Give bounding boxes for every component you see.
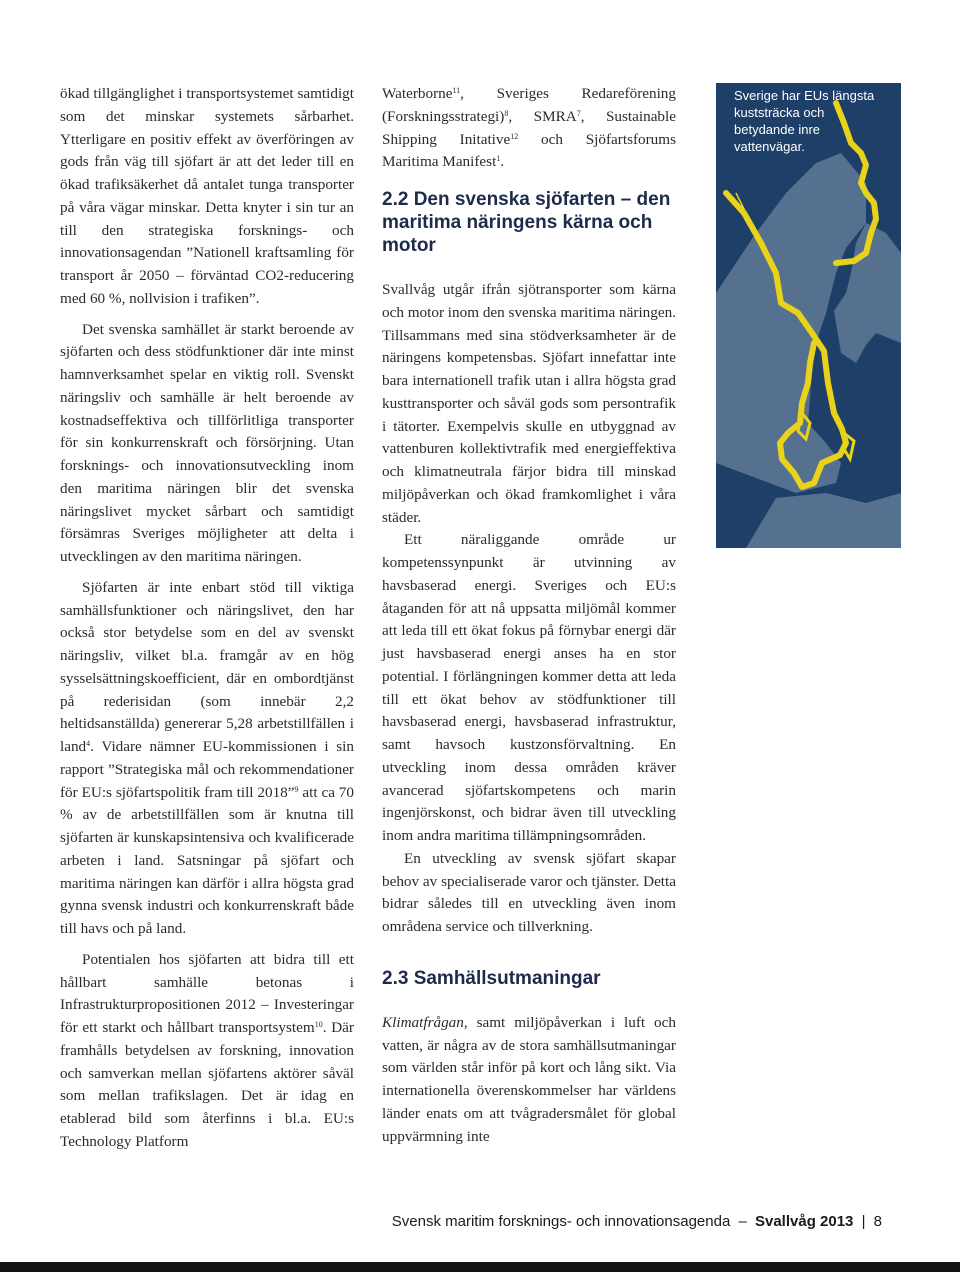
caption-pointer: [736, 193, 761, 243]
paragraph: Svallvåg utgår ifrån sjötransporter som kärna och motor inom den svenska maritima näringen. Tillsammans med sina stödverksamheter är de näringens kompetensbas. Sjöfart innefattar inte bara internationell trafik utan i allra högsta grad kusttransporter och såväl gods som persontrafik i tätorter. Exempelvis skulle en utbyggnad av vattenburen kollektivtrafik med energieffektiva och klimatneutrala färjor bidra till minskad miljöpåverkan och ökad framkomlighet i våra städer.: [382, 281, 676, 526]
paragraph: ökad tillgänglighet i transportsystemet samtidigt som det minskar systemets sårbarhet. Ytterligare en positiv effekt av överföringen av gods från väg till sjöfart är att det leder till en ökad trafiksäkerhet då antalet tunga transporter på våra vägar minskar. Detta knyter i sin tur an till den strategiska forsknings- och innovationsagendan ”Nationell kraftsamling för transport år 2050 – förväntad CO2-reducering med 60 %, nollvision i trafiken”.: [60, 85, 354, 307]
footnote-ref: 8: [504, 108, 509, 118]
paragraph-text: , samt miljöpåverkan i luft och vatten, är några av de stora samhällsutmaningar som världen står inför på kort och lång sikt. Via internationella överenskommelser har världens länder enats om att tvågradersmålet för global uppvärmning inte: [382, 1013, 676, 1145]
section-heading-2-3: 2.3 Samhällsutmaningar: [382, 967, 601, 989]
paragraph-text: Waterborne: [382, 85, 453, 102]
footnote-ref: 9: [294, 784, 299, 794]
paragraph: Det svenska samhället är starkt beroende av sjöfarten och dess stödfunktioner där inte minst hamnverksamhet spelar en viktig roll. Svenskt näringsliv och samhälle är helt beroende av kostnadseffektiva och tillförlitliga transporter för sin konkurrenskraft och försörjning. Utan forsknings- och innovationsutveckling inom den maritima näringen blir det svenska näringslivet mycket sårbart och samtidigt försämras Sveriges möjligheter att delta i utvecklingen av den maritima näringen.: [60, 320, 354, 565]
paragraph-text: att ca 70 % av de arbetstillfällen som är knutna till sjöfarten är kunskapsintensiva och kvalificerade arbeten i land. Satsningar på sjöfart och maritima näringen kan därför i allra högsta grad gynna svensk industri och konkurrenskraft både till havs och på land.: [60, 783, 354, 937]
footer-title: Svensk maritim forsknings- och innovationsagenda: [391, 1213, 731, 1230]
section-heading-2-2: 2.2 Den svenska sjöfarten – den maritima näringens kärna och motor: [382, 189, 671, 256]
paragraph: [60, 577, 354, 941]
footnote-ref: 10: [314, 1020, 323, 1029]
paragraph-text: Potentialen hos sjöfarten att bidra till ett hållbart samhälle betonas i Infrastrukturpropositionen 2012 – Investeringar för ett starkt och hållbart transportsystem: [60, 950, 354, 1036]
paragraph-text: , Sustainable Shipping Initative: [382, 107, 676, 148]
paragraph: Ett näraliggande område ur kompetenssynpunkt är utvinning av havsbaserad energi. Sveriges och EU:s åtaganden för att nå uppsatta miljömål kommer att leda till ett ökat fokus på förnybar energi där just havsbaserad energi anses ha en stor potential. I förlängningen kommer detta att leda till ett ökat behov av stödfunktioner till havsbaserad energi, havsbaserad infrastruktur, samt havsoch kustzonsförvaltning. En utveckling inom dessa områden kräver avancerad sjöfartskompetens och marin ingenjörskonst, och bidrar även till utveckling inom andra maritima tillämpningsområden.: [382, 531, 676, 844]
footnote-ref: 7: [576, 108, 581, 118]
paragraph-text: . Vidare nämner EU-kommissionen i sin rapport ”Strategiska mål och rekommendationer för EU:s sjöfartspolitik fram till 2018”: [60, 738, 354, 801]
footnote-ref: 4: [86, 739, 91, 748]
bottom-bar: [0, 1262, 960, 1272]
paragraph: En utveckling av svensk sjöfart skapar behov av specialiserade varor och tjänster. Detta bidrar således till en utveckling även inom områdena service och tillverkning.: [382, 849, 676, 935]
emphasis-text: Klimatfrågan: [382, 1013, 464, 1031]
paragraph-text: , Sveriges Redareförening (Forskningsstrategi): [382, 85, 676, 125]
sidebar-map-box: [716, 83, 901, 548]
paragraph-text: Sjöfarten är inte enbart stöd till viktiga samhällsfunktioner och näringslivet, den har också stor betydelse som en del av svenskt näringsliv, vilket bl.a. framgår av en hög sysselsättningskoefficient, där en ombordtjänst på rederisidan (som innebär 2,2 heltidsanställda) genererar 5,28 arbetstillfällen i land: [60, 578, 354, 755]
footnote-ref: 11: [452, 86, 461, 95]
map-caption: Sverige har EUs längsta kuststräcka och betydande inre vattenvägar.: [734, 88, 875, 154]
left-text-column: [60, 83, 354, 1154]
page-footer: [392, 1213, 882, 1230]
paragraph-text: och Sjöfartsforums Maritima Manifest: [382, 130, 677, 171]
footnote-ref: 12: [510, 131, 519, 141]
footnote-ref: 1: [496, 154, 501, 164]
paragraph: [382, 83, 676, 174]
paragraph-text: .: [500, 153, 505, 171]
footer-publication: Svallvåg 2013: [754, 1213, 854, 1230]
paragraph-text: , SMRA: [508, 107, 577, 125]
paragraph: [382, 1012, 676, 1149]
footer-separator: |: [861, 1213, 866, 1230]
page-number: 8: [873, 1213, 882, 1230]
paragraph: [60, 949, 354, 1154]
paragraph-text: . Där framhålls betydelsen av forskning, innovation och samverkan mellan sjöfartens aktörer såväl som mellan trafikslagen. Det är idag en etablerad bild som återfinns i bl.a. EU:s Technology Platform: [60, 1019, 354, 1150]
footer-dash: –: [738, 1213, 747, 1230]
right-text-column: [382, 83, 676, 1148]
